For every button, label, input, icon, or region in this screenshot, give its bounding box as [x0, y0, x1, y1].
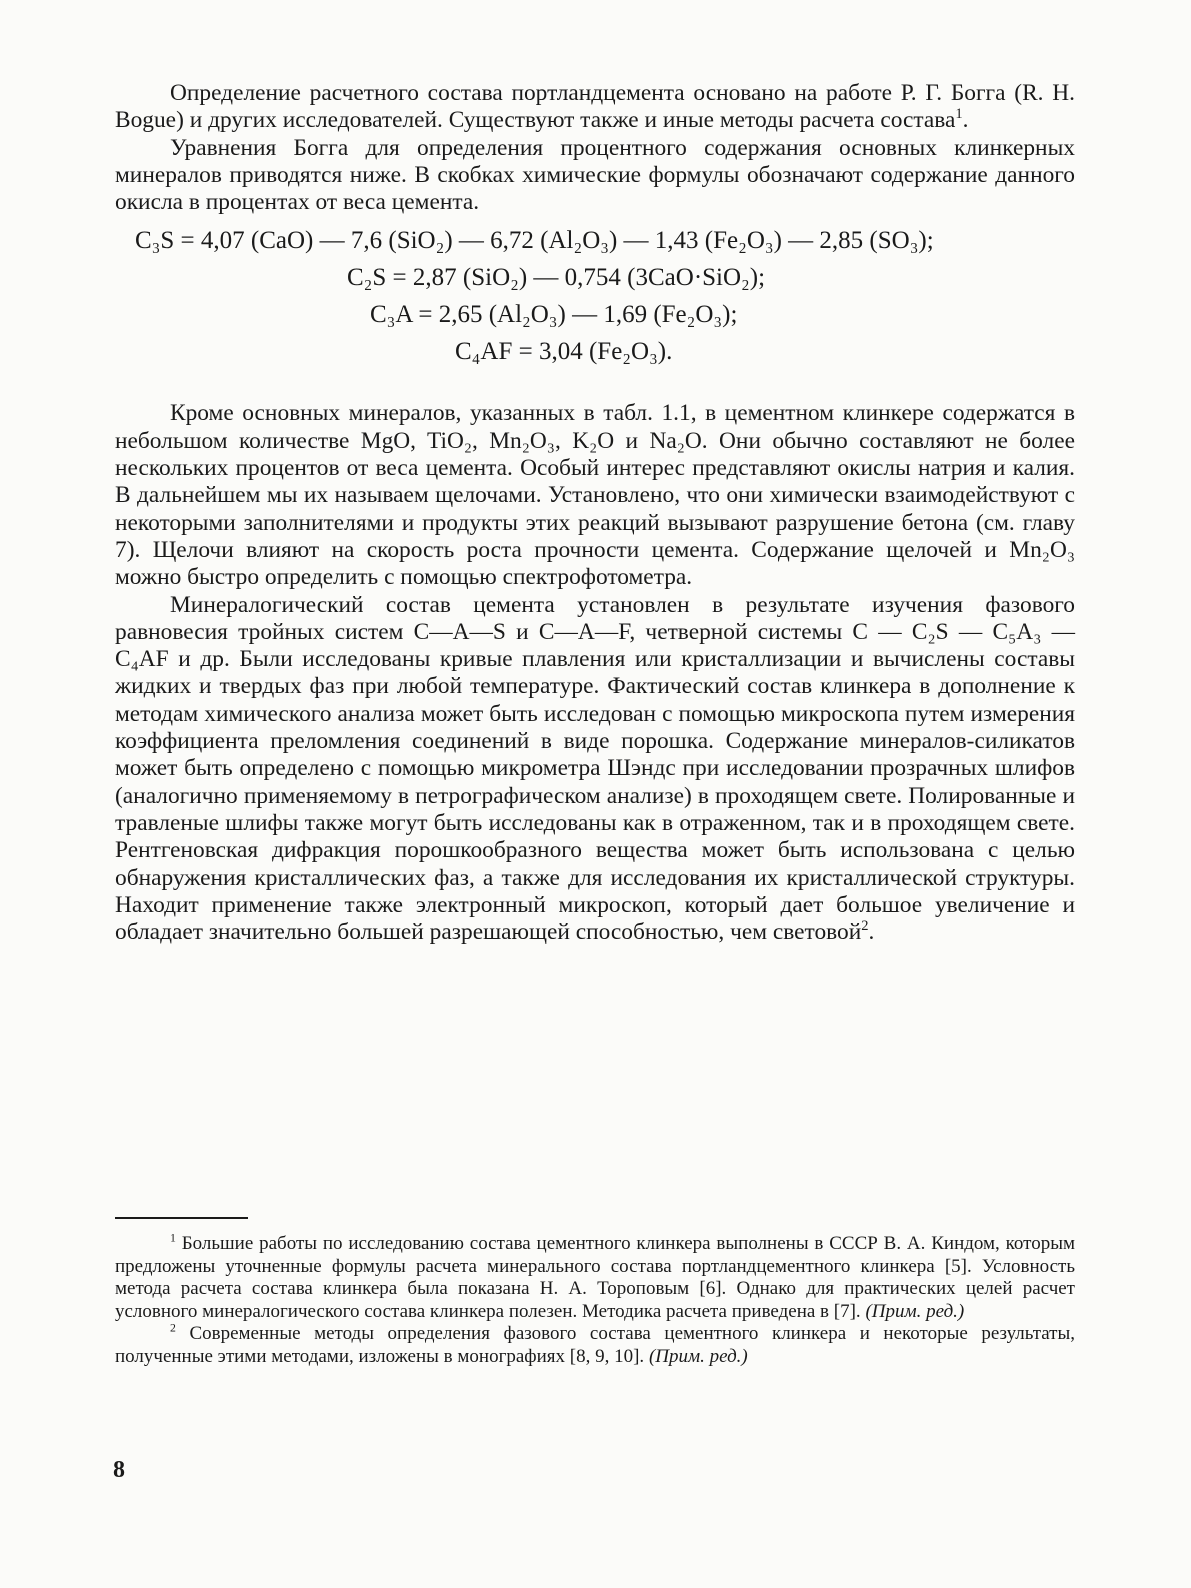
paragraph-mineral-composition — [115, 592, 1075, 947]
formula-c3s-rhs: 4,07 (CaO) — 7,6 (SiO₂) — 6,72 (Al₂O₃) — 1,43 (Fe₂O₃) — 2,85 (SO₃); — [200, 227, 934, 255]
page-number: 8 — [113, 1457, 125, 1483]
paragraph-minor-oxides: Кроме основных минералов, указанных в табл. 1.1, в цементном клинкере содержатся в небольшом количестве MgO, TiO₂, Mn₂O₃, K₂O и Na₂O. Они обычно составляют не более нескольких процентов от веса цемента. Особый интерес представляют окислы натрия и калия. В дальнейшем мы их называем щелочами. Установлено, что они химически взаимодействуют с некоторыми заполнителями и продукты этих реакций вызывают разрушение бетона (см. главу 7). Щелочи влияют на скорость роста прочности цемента. Содержание щелочей и Mn₂O₃ можно быстро определить с помощью спектрофотометра. — [115, 400, 1075, 591]
formula-c2s-lhs: C₂S — [347, 264, 387, 292]
formula-c4af: C₄AF = 3,04 (Fe₂O₃). — [455, 338, 673, 366]
footnote-2 — [115, 1323, 1075, 1368]
footnote-2-text: Современные методы определения фазового состава цементного клинкера и некоторые результаты, полученные этими методами, изложены в монографиях [8, 9, 10]. — [115, 1323, 1076, 1367]
formula-c3s: C₃S = 4,07 (CaO) — 7,6 (SiO₂) — 6,72 (Al₂O₃) — 1,43 (Fe₂O₃) — 2,85 (SO₃); — [135, 227, 934, 255]
paragraph-end: . — [868, 919, 875, 946]
paragraph-text: Минералогический состав цемента установлен в результате изучения фазового равновесия тройных систем C—A—S и C—A—F, четверной системы C — C₂S — C₅A₃ — C₄AF и др. Были исследованы кривые плавления или кристаллизации и вычислены составы жидких и твердых фаз при любой температуре. Фактический состав клинкера в дополнение к методам химического анализа может быть исследован с помощью микроскопа путем измерения коэффициента преломления соединений в виде порошка. Содержание минералов-силикатов может быть определено с помощью микрометра Шэндс при исследовании прозрачных шлифов (аналогично применяемому в петрографическом анализе) в проходящем свете. Полированные и травленые шлифы также могут быть исследованы как в отраженном, так и в проходящем свете. Рентгеновская дифракция порошкообразного вещества может быть использована с целью обнаружения кристаллических фаз, а также для исследования их кристаллической структуры. Находит применение также электронный микроскоп, который дает большое увеличение и обладает значительно большей разрешающей способностью, чем световой — [115, 591, 1075, 946]
main-text — [115, 80, 1075, 946]
formula-c3a-rhs: 2,65 (Al₂O₃) — 1,69 (Fe₂O₃); — [438, 301, 738, 329]
formula-c2s: C₂S = 2,87 (SiO₂) — 0,754 (3CaO·SiO₂); — [347, 264, 766, 292]
footnote-ref-2[interactable]: 2 — [861, 918, 869, 935]
footnotes — [115, 1233, 1075, 1368]
paragraph-end: . — [962, 107, 969, 134]
footnote-ref-1[interactable]: 1 — [955, 106, 963, 123]
footnote-mark-1: 1 — [170, 1231, 176, 1245]
paragraph-text: Определение расчетного состава портландцемента основано на работе Р. Г. Богга (R. H. Bogue) и других исследователей. Существуют также и иные методы расчета состава — [115, 80, 1075, 134]
formula-c3a: C₃A = 2,65 (Al₂O₃) — 1,69 (Fe₂O₃); — [370, 301, 738, 329]
formula-c2s-rhs: 2,87 (SiO₂) — 0,754 (3CaO·SiO₂); — [412, 264, 766, 292]
footnote-1-text: Большие работы по исследованию состава цементного клинкера выполнены в СССР В. А. Киндом, которым предложены уточненные формулы расчета минерального состава портландцементного клинкера [5]. Условность метода расчета состава клинкера была показана Н. А. Тороповым [6]. Однако для практических целей расчет условного минералогического состава клинкера полезен. Методика расчета приведена в [7]. — [115, 1233, 1076, 1322]
footnote-separator — [115, 1217, 248, 1219]
footnote-2-editor-note: (Прим. ред.) — [648, 1345, 748, 1367]
bogue-formulas — [115, 222, 1075, 370]
formula-c3a-lhs: C₃A — [370, 301, 413, 329]
formula-c4af-lhs: C₄AF — [455, 338, 513, 366]
footnote-1-editor-note: (Прим. ред.) — [865, 1300, 965, 1322]
footnote-mark-2: 2 — [170, 1321, 176, 1335]
paragraph-bogue-intro — [115, 80, 1075, 135]
formula-c4af-rhs: 3,04 (Fe₂O₃). — [538, 338, 673, 366]
footnote-1 — [115, 1233, 1075, 1323]
paragraph-bogue-equations: Уравнения Богга для определения процентного содержания основных клинкерных минералов приводятся ниже. В скобках химические формулы обозначают содержание данного окисла в процентах от веса цемента. — [115, 134, 1075, 216]
formula-c3s-lhs: C₃S — [135, 227, 175, 255]
